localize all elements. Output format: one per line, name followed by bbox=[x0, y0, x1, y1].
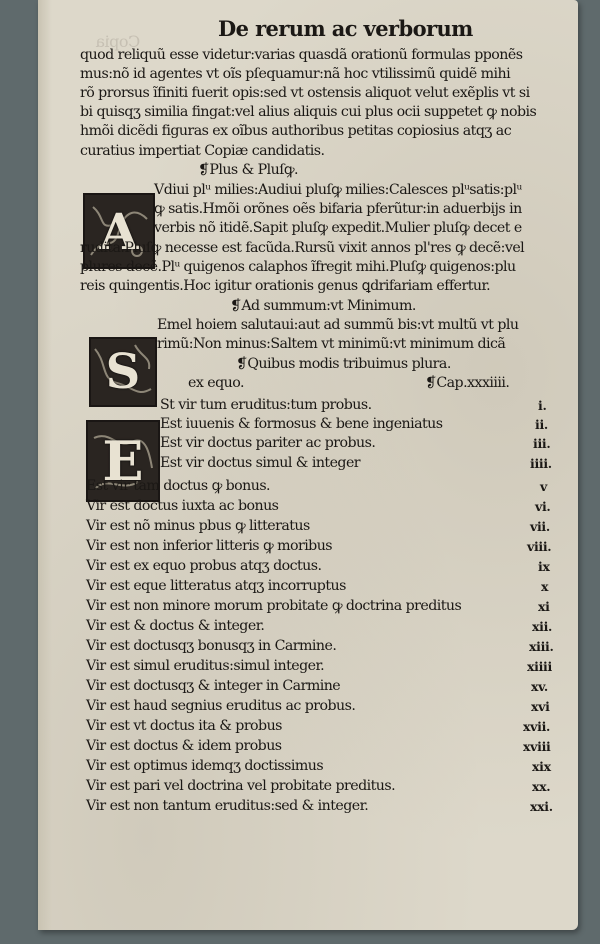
text-line: ꝙ satis.Hmõi orõnes oẽs bifaria pferũtur:in aduerbijs in bbox=[154, 201, 522, 217]
list-item: Vir est vt doctus ita & probus bbox=[86, 718, 282, 734]
section-heading: ❡Ad summum:vt Minimum. bbox=[230, 298, 416, 314]
list-item: Vir est haud segnius eruditus ac probus. bbox=[86, 698, 356, 714]
list-item: Vir est doctus iuxta ac bonus bbox=[86, 498, 279, 514]
list-item: Vir est nõ minus pbus ꝙ litteratus bbox=[86, 518, 310, 534]
initial-letter-e: E bbox=[102, 429, 144, 493]
list-item: Vir est simul eruditus:simul integer. bbox=[86, 658, 325, 674]
list-item: Vir est non tantum eruditus:sed & integer. bbox=[86, 798, 369, 814]
list-item: Vir est non minore morum probitate ꝙ doctrina preditus bbox=[86, 598, 462, 614]
margin-numeral: ix bbox=[538, 559, 550, 574]
list-item: St vir tum eruditus:tum probus. bbox=[160, 397, 372, 413]
list-item: Vir est ex equo probus atqʒ doctus. bbox=[86, 558, 322, 574]
margin-numeral: xix bbox=[532, 759, 551, 774]
margin-numeral: iiii. bbox=[530, 456, 552, 471]
text-line: Vdiui plᵘ milies:Audiui pluſꝙ milies:Calesces plᵘsatis:plᵘ bbox=[154, 182, 522, 198]
section-heading: ❡Plus & Pluſꝙ. bbox=[198, 162, 298, 178]
margin-numeral: xv. bbox=[531, 679, 548, 694]
margin-numeral: xiii. bbox=[529, 639, 554, 654]
margin-numeral: ii. bbox=[535, 417, 548, 432]
margin-numeral: xviii bbox=[523, 739, 551, 754]
text-line: plures decẽ.Plᵘ quigenos calaphos ĩfregit mihi.Pluſꝙ quigenos:plu bbox=[80, 259, 516, 275]
list-item: Est vir doctus simul & integer bbox=[160, 455, 361, 471]
text-line: Emel hoiem salutaui:aut ad summũ bis:vt multũ vt plu bbox=[157, 317, 519, 333]
margin-numeral: xxi. bbox=[530, 799, 553, 814]
margin-numeral: v bbox=[540, 479, 547, 494]
margin-numeral: i. bbox=[538, 398, 547, 413]
list-item: Vir est doctusqʒ bonusqʒ in Carmine. bbox=[86, 638, 337, 654]
text-line: rudita.Pluſꝙ necesse est facũda.Rursũ vixit annos pl'res ꝙ decẽ:vel bbox=[80, 240, 525, 256]
margin-numeral: xvii. bbox=[523, 719, 551, 734]
running-title: De rerum ac verborum bbox=[218, 16, 473, 41]
margin-numeral: viii. bbox=[527, 539, 552, 554]
list-item: Est vir tam doctus ꝙ bonus. bbox=[86, 478, 271, 494]
text-line: mus:nõ id agentes vt oĩs pſequamur:nã hoc vtilissimũ quidẽ mihi bbox=[80, 66, 511, 82]
list-item: Vir est non inferior litteris ꝙ moribus bbox=[86, 538, 333, 554]
text-line: verbis nõ itidẽ.Sapit pluſꝙ expedit.Mulier pluſꝙ decet e bbox=[154, 220, 522, 236]
text-line: rimũ:Non minus:Saltem vt minimũ:vt minimum dicã bbox=[157, 336, 506, 352]
text-line: rõ prorsus ĩfiniti fuerit opis:sed vt ostensis aliquot velut exẽplis vt si bbox=[80, 85, 530, 101]
section-heading: ❡Quibus modis tribuimus plura. bbox=[236, 356, 451, 372]
list-item: Vir est doctusqʒ & integer in Carmine bbox=[86, 678, 341, 694]
text-line: reis quingentis.Hoc igitur orationis genus ꝗdrifariam effertur. bbox=[80, 278, 491, 294]
margin-numeral: xiiii bbox=[527, 659, 552, 674]
page-gutter-shadow bbox=[38, 0, 52, 930]
text-line: curatius impertiat Copiæ candidatis. bbox=[80, 143, 325, 159]
list-item: Vir est doctus & idem probus bbox=[86, 738, 282, 754]
list-item: Est iuuenis & formosus & bene ingeniatus bbox=[160, 416, 443, 432]
margin-numeral: vii. bbox=[530, 519, 550, 534]
margin-numeral: xvi bbox=[531, 699, 550, 714]
list-item: Vir est pari vel doctrina vel probitate preditus. bbox=[86, 778, 396, 794]
chapter-heading: ❡Cap.xxxiiii. bbox=[425, 375, 510, 391]
decorated-initial-s bbox=[89, 337, 157, 407]
margin-numeral: xi bbox=[538, 599, 550, 614]
margin-numeral: xii. bbox=[532, 619, 553, 634]
text-line: ex equo. bbox=[188, 375, 244, 391]
list-item: Est vir doctus pariter ac probus. bbox=[160, 435, 376, 451]
margin-numeral: xx. bbox=[532, 779, 551, 794]
text-line: quod reliquũ esse videtur:varias quasdã orationũ formulas pponẽs bbox=[80, 47, 523, 63]
bleed-through-header: Copia bbox=[96, 32, 141, 51]
list-item: Vir est eque litteratus atqʒ incorruptus bbox=[86, 578, 346, 594]
text-line: hmõi dicẽdi figuras ex oĩbus authoribus petitas copiosius atqʒ ac bbox=[80, 123, 512, 139]
text-line: bi quisqʒ similia fingat:vel alius aliquis cui plus ocii suppetet ꝙ nobis bbox=[80, 104, 537, 120]
margin-numeral: x bbox=[541, 579, 549, 594]
initial-letter-s: S bbox=[105, 344, 141, 400]
margin-numeral: vi. bbox=[535, 499, 551, 514]
initial-letter-a: A bbox=[99, 201, 139, 261]
list-item: Vir est & doctus & integer. bbox=[86, 618, 265, 634]
margin-numeral: iii. bbox=[533, 436, 551, 451]
list-item: Vir est optimus idemqʒ doctissimus bbox=[86, 758, 324, 774]
